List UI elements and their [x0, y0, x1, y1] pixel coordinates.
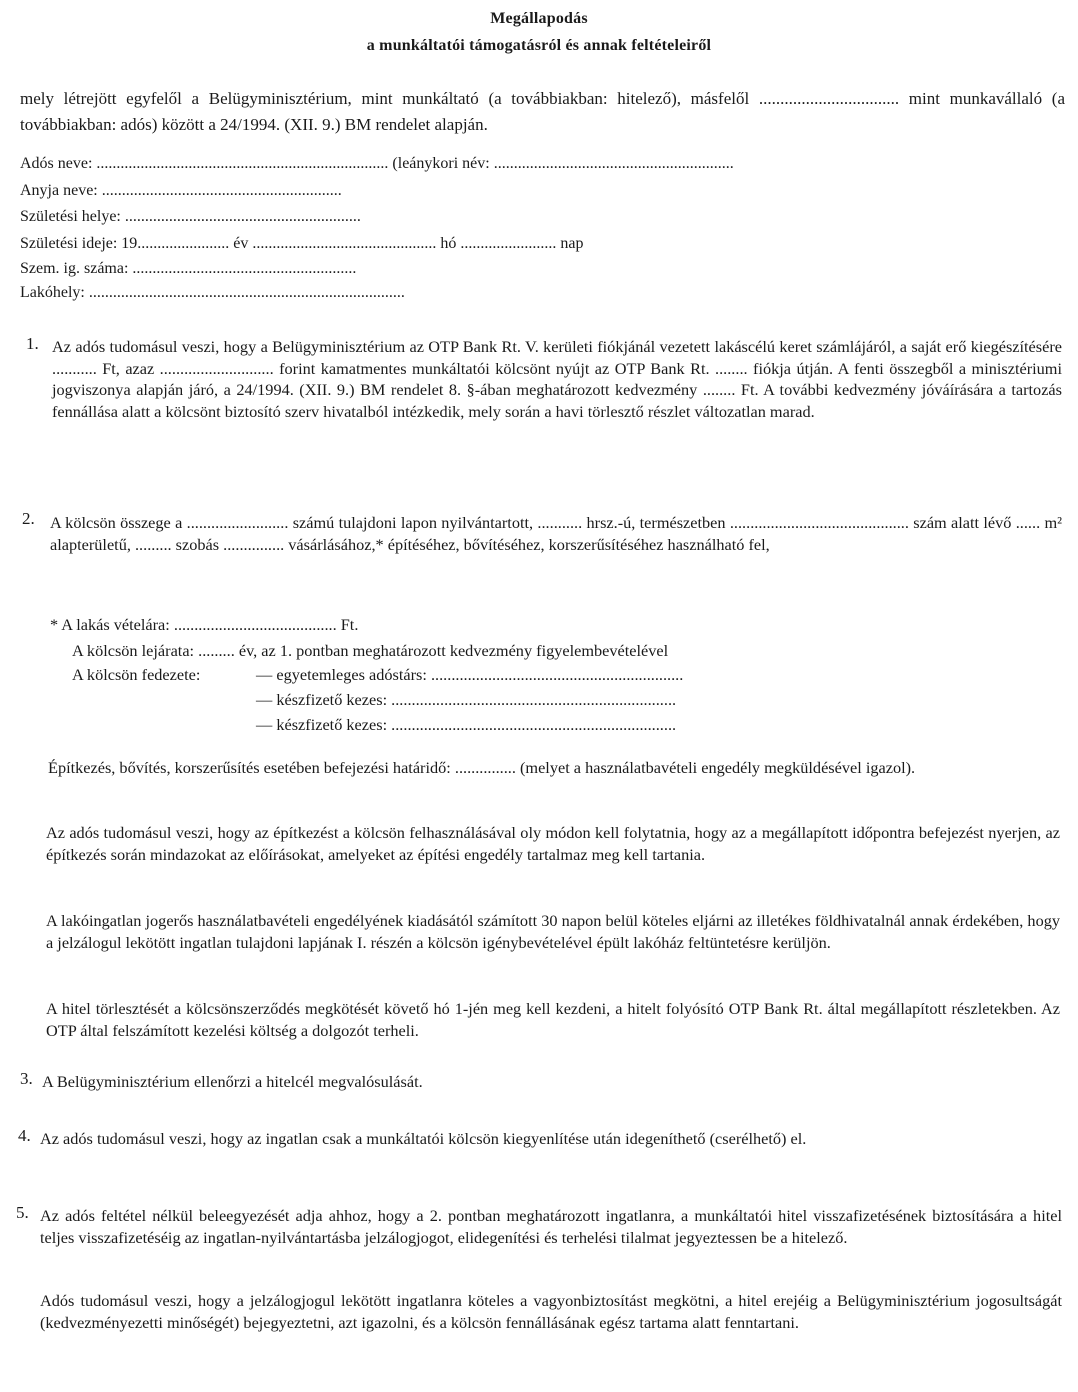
construction-paragraph: Az adós tudomásul veszi, hogy az építkezést a kölcsön felhasználásával oly módon kell folytatnia, hogy az a megállapított időpontra befejezést nyerjen, az építkezés során mindazokat az előírásokat, amelyeket az építési engedély tartalmaz meg kell tartania.: [46, 823, 1060, 864]
section-5-number: 5.: [16, 1203, 29, 1222]
birth-place-field: Születési helye: ...........................................................: [20, 208, 361, 225]
section-2-text: A kölcsön összege a ......................... számú tulajdoni lapon nyilvántartott, ........... hrsz.-ú, természetben ............................................ szám alatt lévő ...... m² alapterületű, ......... szobás ............... vásárlásához,* építéséhez, bővítéséhez, korszerűsítéséhez használható fel,: [50, 513, 1062, 554]
section-4-text: Az adós tudomásul veszi, hogy az ingatlan csak a munkáltatói kölcsön kiegyenlítése után idegeníthető (cserélhető) el.: [40, 1129, 807, 1148]
mother-name-field: Anyja neve: ............................................................: [20, 182, 342, 199]
document-title: Megállapodás: [490, 10, 588, 27]
birth-date-field: Születési ideje: 19....................... év .............................................. hó ........................ nap: [20, 235, 584, 252]
section-1-number: 1.: [26, 334, 39, 353]
land-registry-paragraph: A lakóingatlan jogerős használatbavételi engedélyének kiadásától számított 30 napon belül köteles eljárni az illetékes földhivatalnál annak érdekében, hogy a jelzálogul lekötött ingatlan tulajdoni lapjának I. részén a kölcsön igénybevételével épült lakóház feltüntetésre kerüljön.: [46, 911, 1060, 952]
maturity-line: A kölcsön lejárata: ......... év, az 1. pontban meghatározott kedvezmény figyelembevételével: [72, 641, 669, 660]
repayment-paragraph: A hitel törlesztését a kölcsönszerződés megkötését követő hó 1-jén meg kell kezdeni, a hitelt folyósító OTP Bank Rt. által megállapított részletekben. Az OTP által felszámított kezelési költség a dolgozót terheli.: [46, 999, 1060, 1040]
residence-field: Lakóhely: ...............................................................................: [20, 284, 405, 301]
collateral-label: A kölcsön fedezete:: [72, 665, 201, 684]
section-3-text: A Belügyminisztérium ellenőrzi a hitelcél megvalósulását.: [42, 1072, 423, 1091]
section-4-number: 4.: [18, 1126, 31, 1145]
section-5-text: Az adós feltétel nélkül beleegyezését adja ahhoz, hogy a 2. pontban meghatározott ingatlanra, a munkáltatói hitel visszafizetésének biztosítására a hitel teljes visszafizetéséig az ingatlan-nyilvántartásba jelzálogjogot, elidegenítési és terhelési tilalmat jegyeztessen be a hitelező.: [40, 1206, 1062, 1247]
section-2-number: 2.: [22, 509, 35, 528]
intro-paragraph: mely létrejött egyfelől a Belügyminisztérium, mint munkáltató (a továbbiakban: hitelező), másfelől ................................. mint munkavállaló (a továbbiakban: adós) között a 24/1994. (XII. 9.) BM rendelet alapján.: [20, 89, 1065, 134]
insurance-paragraph: Adós tudomásul veszi, hogy a jelzálogjogul lekötött ingatlanra köteles a vagyonbiztosítást megkötni, a hitel erejéig a Belügyminisztérium jogosultságát (kedvezményezetti minőségét) bejegyeztetni, azt igazolni, és a kölcsön fennállásának egész tartama alatt fenntartani.: [40, 1291, 1062, 1332]
completion-deadline-paragraph: Építkezés, bővítés, korszerűsítés esetében befejezési határidő: ............... (melyet a használatbavételi engedély megküldésével igazol).: [48, 758, 916, 777]
id-number-field: Szem. ig. száma: ........................................................: [20, 260, 357, 277]
collateral-guarantor-1: — készfizető kezes: ......................................................................: [256, 690, 677, 709]
purchase-price-line: * A lakás vételára: ........................................ Ft.: [50, 615, 359, 634]
debtor-name-field: Adós neve: ......................................................................... (leánykori név: ............................................................: [20, 155, 734, 172]
document-subtitle: a munkáltatói támogatásról és annak feltételeiről: [366, 37, 712, 54]
section-3-number: 3.: [20, 1069, 33, 1088]
collateral-guarantor-2: — készfizető kezes: ......................................................................: [256, 715, 677, 734]
section-1-text: Az adós tudomásul veszi, hogy a Belügyminisztérium az OTP Bank Rt. V. kerületi fiókjánál vezetett lakáscélú keret számlájáról, a saját erő kiegészítésére ........... Ft, azaz ............................ forint kamatmentes munkáltatói kölcsönt nyújt az OTP Bank Rt. ........ fiókja útján. A fenti összegből a minisztériumi jogviszonya alapján járó, a 24/1994. (XII. 9.) BM rendelet 8. §-ában meghatározott kedvezmény ........ Ft. A további kedvezmény jóváírására a tartozás fennállása alatt a kölcsönt biztosító szerv hivatalból intézkedik, mely során a havi törlesztő részlet változatlan marad.: [52, 337, 1062, 421]
collateral-co-debtor: — egyetemleges adóstárs: ..............................................................: [256, 665, 684, 684]
